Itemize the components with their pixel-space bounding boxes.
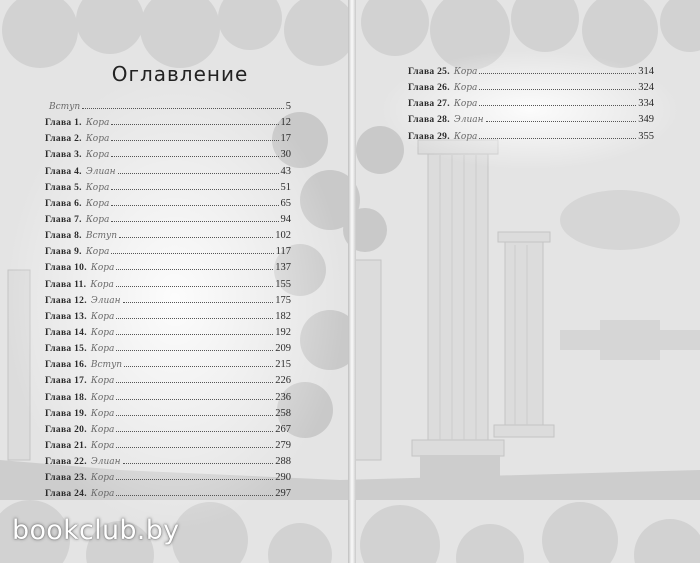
dot-leader <box>116 318 273 319</box>
page-number: 17 <box>280 133 291 145</box>
chapter-narrator: Кора <box>85 118 110 129</box>
toc-entry <box>408 114 654 130</box>
chapter-label: Глава 6. <box>45 198 82 209</box>
dot-leader <box>82 108 284 109</box>
toc-entry <box>45 327 291 343</box>
chapter-narrator: Вступ <box>90 360 123 371</box>
table-of-contents-left <box>45 101 291 505</box>
page-number: 297 <box>275 488 291 500</box>
chapter-narrator: Кора <box>90 440 115 451</box>
dot-leader <box>111 124 278 125</box>
dot-leader <box>486 121 637 122</box>
chapter-label: Глава 16. <box>45 360 87 371</box>
chapter-label: Глава 14. <box>45 327 87 338</box>
chapter-narrator: Вступ <box>49 102 81 112</box>
chapter-narrator: Кора <box>85 150 110 161</box>
toc-entry <box>45 230 291 246</box>
chapter-narrator: Вступ <box>85 231 118 242</box>
dot-leader <box>116 447 273 448</box>
dot-leader <box>116 415 273 416</box>
page-number: 226 <box>275 375 291 387</box>
dot-leader <box>124 366 273 367</box>
page-number: 324 <box>638 82 654 94</box>
page-number: 258 <box>275 407 291 419</box>
toc-entry <box>45 359 291 375</box>
chapter-narrator: Элиан <box>453 115 484 126</box>
chapter-label: Глава 17. <box>45 376 87 387</box>
toc-entry <box>45 246 291 262</box>
chapter-label: Глава 15. <box>45 344 87 355</box>
page-number: 102 <box>275 230 291 242</box>
toc-entry <box>45 295 291 311</box>
dot-leader <box>479 105 636 106</box>
page-number: 192 <box>275 326 291 338</box>
toc-entry <box>45 392 291 408</box>
dot-leader <box>479 138 636 139</box>
chapter-narrator: Кора <box>85 182 110 193</box>
dot-leader <box>479 73 636 74</box>
toc-entry <box>45 343 291 359</box>
chapter-label: Глава 19. <box>45 408 87 419</box>
chapter-narrator: Кора <box>85 198 110 209</box>
toc-entry <box>45 214 291 230</box>
toc-entry <box>45 262 291 278</box>
dot-leader <box>111 140 278 141</box>
toc-entry <box>45 456 291 472</box>
chapter-label: Глава 18. <box>45 392 87 403</box>
toc-entry <box>408 66 654 82</box>
chapter-narrator: Кора <box>90 489 115 500</box>
chapter-label: Глава 25. <box>408 67 450 77</box>
toc-entry <box>45 279 291 295</box>
dot-leader <box>123 302 274 303</box>
chapter-label: Глава 27. <box>408 99 450 110</box>
dot-leader <box>116 479 273 480</box>
dot-leader <box>111 189 278 190</box>
dot-leader <box>111 205 278 206</box>
dot-leader <box>111 253 273 254</box>
page-number: 267 <box>275 423 291 435</box>
toc-entry <box>45 375 291 391</box>
page-number: 215 <box>275 359 291 371</box>
book-gutter <box>348 0 356 563</box>
toc-entry <box>45 424 291 440</box>
dot-leader <box>123 463 274 464</box>
dot-leader <box>116 269 273 270</box>
dot-leader <box>116 334 273 335</box>
page-number: 334 <box>638 98 654 110</box>
dot-leader <box>118 173 279 174</box>
page-number: 94 <box>280 213 291 225</box>
toc-entry <box>408 82 654 98</box>
page-number: 12 <box>280 117 291 129</box>
chapter-label: Глава 13. <box>45 311 87 322</box>
chapter-label: Глава 2. <box>45 134 82 145</box>
chapter-narrator: Кора <box>453 131 478 142</box>
dot-leader <box>111 221 278 222</box>
page-number: 279 <box>275 439 291 451</box>
chapter-label: Глава 28. <box>408 115 450 126</box>
page-number: 355 <box>638 130 654 142</box>
chapter-label: Глава 3. <box>45 150 82 161</box>
chapter-narrator: Кора <box>85 214 110 225</box>
chapter-label: Глава 21. <box>45 440 87 451</box>
chapter-narrator: Кора <box>90 424 115 435</box>
page-number: 155 <box>275 278 291 290</box>
chapter-label: Глава 10. <box>45 263 87 274</box>
toc-entry <box>45 166 291 182</box>
toc-entry <box>45 408 291 424</box>
chapter-label: Глава 24. <box>45 489 87 500</box>
chapter-narrator: Кора <box>453 67 478 77</box>
toc-entry <box>45 311 291 327</box>
page-number: 288 <box>275 456 291 468</box>
page-number: 117 <box>275 246 291 258</box>
toc-entry <box>45 149 291 165</box>
chapter-narrator: Кора <box>90 311 115 322</box>
page-number: 5 <box>285 101 291 112</box>
dot-leader <box>479 89 636 90</box>
dot-leader <box>116 431 273 432</box>
chapter-narrator: Кора <box>90 327 115 338</box>
toc-entry <box>408 131 654 147</box>
toc-entry <box>45 488 291 504</box>
page-number: 209 <box>275 343 291 355</box>
dot-leader <box>116 399 273 400</box>
toc-entry <box>45 117 291 133</box>
page-number: 65 <box>280 197 291 209</box>
toc-entry <box>45 101 291 117</box>
dot-leader <box>116 382 273 383</box>
page-number: 51 <box>280 181 291 193</box>
chapter-label: Глава 7. <box>45 214 82 225</box>
chapter-label: Глава 23. <box>45 473 87 484</box>
page-number: 43 <box>280 165 291 177</box>
chapter-label: Глава 11. <box>45 279 87 290</box>
site-watermark: bookclub.by <box>12 515 180 546</box>
toc-entry <box>45 472 291 488</box>
chapter-label: Глава 8. <box>45 231 82 242</box>
chapter-narrator: Кора <box>90 392 115 403</box>
dot-leader <box>119 237 273 238</box>
page-number: 236 <box>275 391 291 403</box>
page-title: Оглавление <box>111 62 249 86</box>
dot-leader <box>116 495 273 496</box>
chapter-narrator: Кора <box>85 247 110 258</box>
dot-leader <box>116 286 273 287</box>
chapter-narrator: Элиан <box>85 166 116 177</box>
chapter-label: Глава 20. <box>45 424 87 435</box>
chapter-label: Глава 1. <box>45 118 82 129</box>
chapter-narrator: Элиан <box>90 295 121 306</box>
chapter-label: Глава 9. <box>45 247 82 258</box>
chapter-narrator: Элиан <box>90 457 121 468</box>
page-number: 314 <box>638 66 654 77</box>
toc-entry <box>408 98 654 114</box>
chapter-label: Глава 29. <box>408 131 450 142</box>
chapter-narrator: Кора <box>90 408 115 419</box>
chapter-label: Глава 4. <box>45 166 82 177</box>
chapter-narrator: Кора <box>90 473 115 484</box>
chapter-narrator: Кора <box>90 376 115 387</box>
dot-leader <box>116 350 273 351</box>
chapter-narrator: Кора <box>90 279 114 290</box>
page-number: 175 <box>275 294 291 306</box>
chapter-narrator: Кора <box>90 263 115 274</box>
chapter-narrator: Кора <box>90 344 115 355</box>
chapter-label: Глава 22. <box>45 457 87 468</box>
toc-entry <box>45 440 291 456</box>
toc-entry <box>45 198 291 214</box>
page-number: 349 <box>638 114 654 126</box>
chapter-narrator: Кора <box>453 83 478 94</box>
dot-leader <box>111 156 278 157</box>
table-of-contents-right <box>408 66 654 147</box>
page-number: 30 <box>280 149 291 161</box>
page-number: 182 <box>275 310 291 322</box>
toc-entry <box>45 182 291 198</box>
chapter-narrator: Кора <box>453 99 478 110</box>
chapter-narrator: Кора <box>85 134 110 145</box>
page-number: 290 <box>275 472 291 484</box>
toc-entry <box>45 133 291 149</box>
chapter-label: Глава 26. <box>408 83 450 94</box>
page-number: 137 <box>275 262 291 274</box>
chapter-label: Глава 5. <box>45 182 82 193</box>
chapter-label: Глава 12. <box>45 295 87 306</box>
